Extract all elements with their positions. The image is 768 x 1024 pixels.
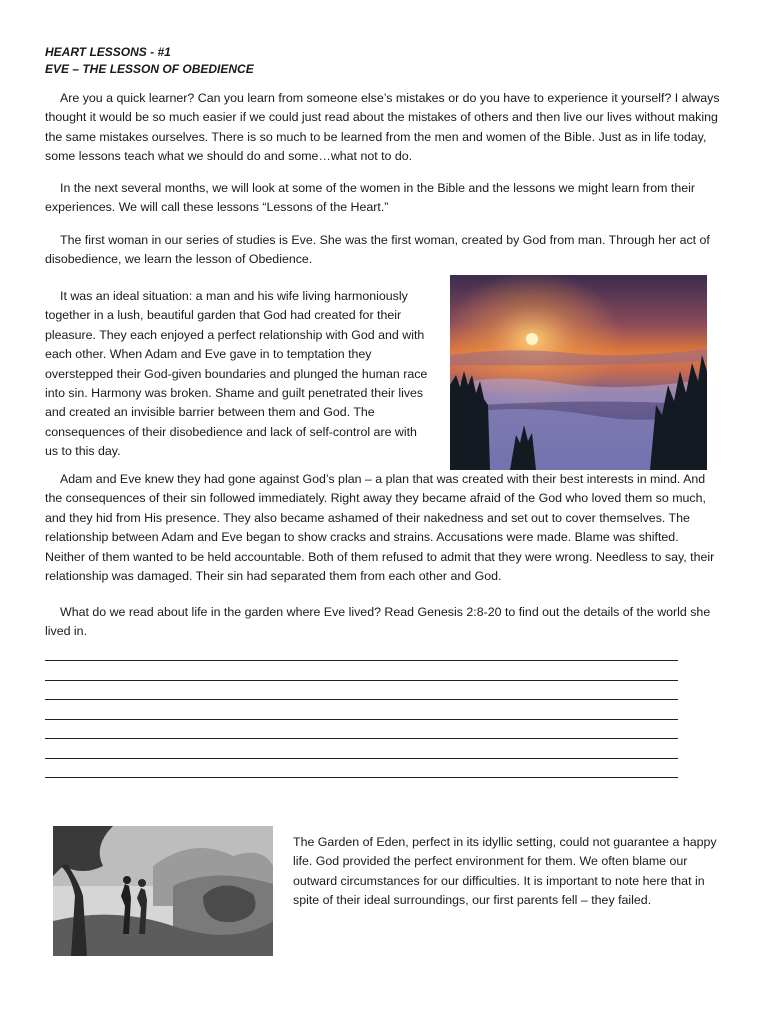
series-paragraph <box>45 179 720 218</box>
first-woman-paragraph-text: The first woman in our series of studies is Eve. She was the first woman, created by God from man. Through her act of disobedience, we learn the lesson of Obedience. <box>45 233 710 267</box>
garden-paragraph-text: The Garden of Eden, perfect in its idyllic setting, could not guarantee a happy life. God provided the perfect environment for them. We often blame our outward circumstances for our difficulties. It is important to note here that in spite of their ideal surroundings, our first parents fell – they failed. <box>293 835 717 908</box>
answer-line[interactable] <box>45 777 678 778</box>
ideal-situation-paragraph-text: It was an ideal situation: a man and his wife living harmoniously together in a lush, beautiful garden that God had created for their pleasure. They each enjoyed a perfect relationship with God and with each other. When Adam and Eve gave in to temptation they overstepped their God-given boundaries and plunged the human race into sin. Harmony was broken. Shame and guilt penetrated their lives and created an invisible barrier between them and God. The consequences of their disobedience and lack of self-control are with us to this day. <box>45 289 428 459</box>
question-paragraph <box>45 603 720 642</box>
answer-line[interactable] <box>45 758 678 759</box>
garden-of-eden-illustration <box>53 826 273 956</box>
sunset-photo <box>450 275 707 470</box>
answer-line[interactable] <box>45 680 678 681</box>
first-woman-paragraph <box>45 231 720 270</box>
intro-paragraph <box>45 89 720 167</box>
answer-line[interactable] <box>45 699 678 700</box>
series-paragraph-text: In the next several months, we will look at some of the women in the Bible and the lessons we might learn from their experiences. We will call these lessons “Lessons of the Heart.” <box>45 181 695 215</box>
answer-line[interactable] <box>45 719 678 720</box>
intro-paragraph-text: Are you a quick learner? Can you learn from someone else’s mistakes or do you have to experience it yourself? I always thought it would be so much easier if we could just read about the mistakes of others and then live our lives without making the same mistakes ourselves. There is so much to be learned from the men and women of the Bible. Just as in life today, some lessons teach what we should do and some…what not to do. <box>45 91 720 164</box>
answer-line[interactable] <box>45 660 678 661</box>
consequences-paragraph <box>45 470 720 586</box>
lesson-series-heading: HEART LESSONS - #1 <box>45 45 171 59</box>
answer-lines <box>45 660 678 797</box>
ideal-situation-paragraph <box>45 287 430 462</box>
lesson-title-heading: EVE – THE LESSON OF OBEDIENCE <box>45 62 254 76</box>
question-paragraph-text: What do we read about life in the garden where Eve lived? Read Genesis 2:8-20 to find out the details of the world she lived in. <box>45 605 711 639</box>
garden-paragraph <box>293 833 723 911</box>
consequences-paragraph-text: Adam and Eve knew they had gone against God’s plan – a plan that was created with their best interests in mind. And the consequences of their sin followed immediately. Right away they became afraid of the God who loved them so much, and they hid from His presence. They also became ashamed of their nakedness and set out to cover themselves. The relationship between Adam and Eve began to show cracks and strains. Accusations were made. Blame was shifted. Neither of them wanted to be held accountable. Both of them refused to admit that they were wrong. Needless to say, their relationship was damaged. Their sin had separated them from each other and God. <box>45 472 715 584</box>
answer-line[interactable] <box>45 738 678 739</box>
